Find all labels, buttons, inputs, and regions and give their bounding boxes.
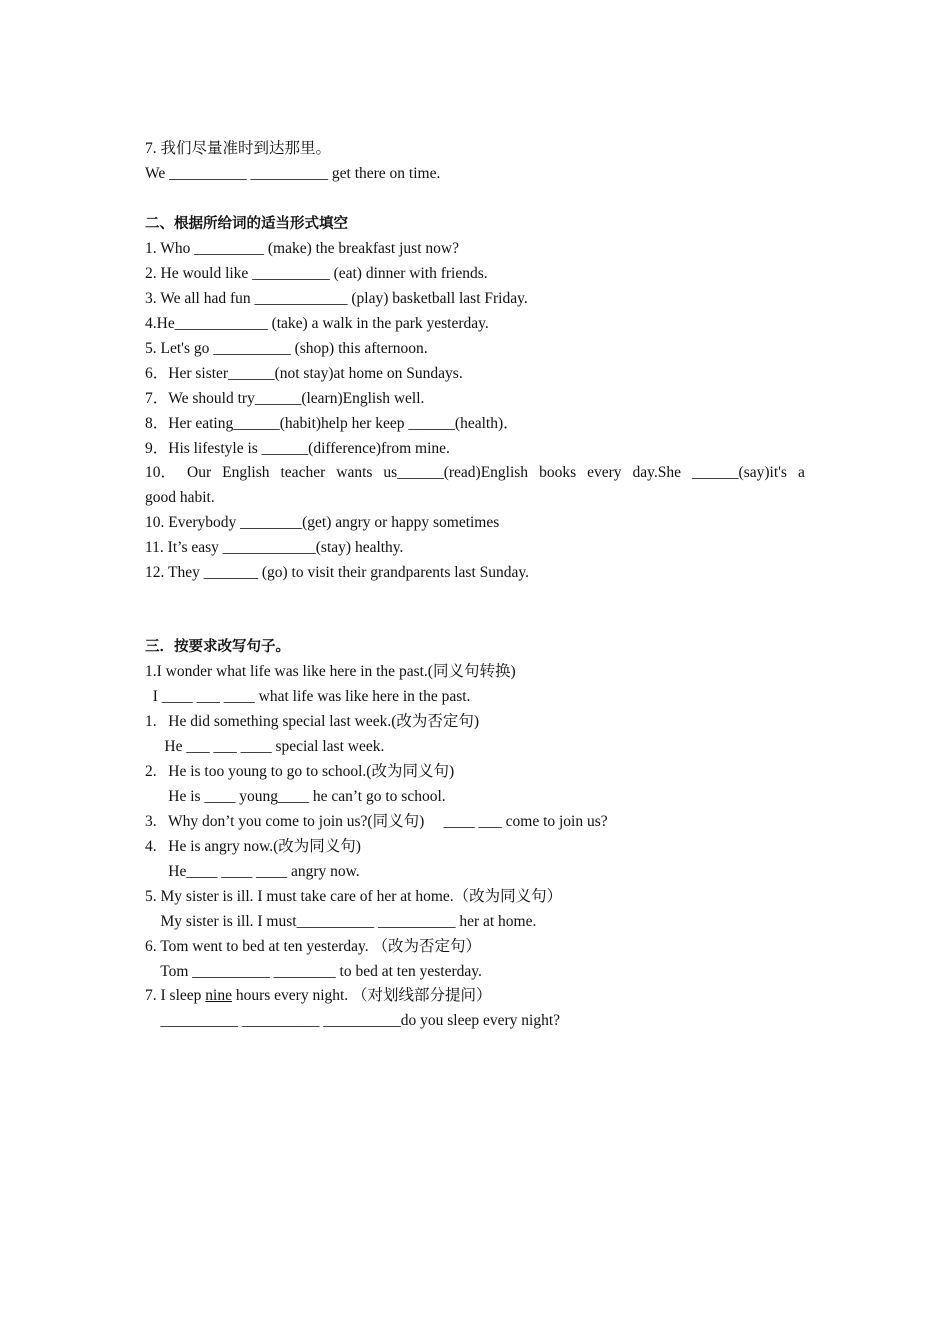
section-3-question-7 — [145, 986, 492, 1006]
section-3-question-7-answer: __________ __________ __________do you sleep every night? — [145, 1012, 561, 1029]
exercise-item: 5. Let's go __________ (shop) this afternoon. — [145, 340, 428, 357]
rewrite-line: 1.I wonder what life was like here in the past.(同义句转换) — [145, 663, 516, 680]
section-3-heading: 三．按要求改写句子。 — [145, 639, 290, 655]
rewrite-line: He is ____ young____ he can’t go to school. — [145, 788, 446, 805]
rewrite-line: 5. My sister is ill. I must take care of her at home.（改为同义句） — [145, 888, 563, 905]
rewrite-line: I ____ ___ ____ what life was like here in the past. — [145, 688, 471, 705]
exercise-item: 4.He____________ (take) a walk in the park yesterday. — [145, 315, 489, 332]
rewrite-line: 3. Why don’t you come to join us?(同义句) ____ ___ come to join us? — [145, 813, 608, 830]
question-7-answer-line: We __________ __________ get there on time. — [145, 165, 441, 182]
item-10-word: us______(read)English — [383, 464, 529, 481]
exercise-item: 10. Everybody ________(get) angry or happy sometimes — [145, 514, 500, 531]
rewrite-line: 2. He is too young to go to school.(改为同义句) — [145, 763, 455, 780]
exercise-item: 3. We all had fun ____________ (play) basketball last Friday. — [145, 290, 528, 307]
rewrite-line: My sister is ill. I must__________ __________ her at home. — [145, 913, 537, 930]
rewrite-line: 6. Tom went to bed at ten yesterday. （改为否定句） — [145, 938, 481, 955]
item-10-word: teacher — [280, 464, 326, 481]
exercise-item: 1. Who _________ (make) the breakfast just now? — [145, 240, 459, 257]
rewrite-line: 1. He did something special last week.(改为否定句) — [145, 713, 480, 730]
rewrite-line: 4. He is angry now.(改为同义句) — [145, 838, 361, 855]
exercise-item: 12. They _______ (go) to visit their grandparents last Sunday. — [145, 564, 529, 581]
exercise-item: 8．Her eating______(habit)help her keep ______(health)． — [145, 415, 519, 432]
exercise-item: 6．Her sister______(not stay)at home on Sundays. — [145, 365, 463, 382]
rewrite-line: Tom __________ ________ to bed at ten yesterday. — [145, 963, 482, 980]
item-10-word: wants — [336, 464, 373, 481]
item-10-word: English — [222, 464, 270, 481]
exercise-item: 2. He would like __________ (eat) dinner with friends. — [145, 265, 488, 282]
question-7-text-after: hours every night. （对划线部分提问） — [231, 987, 492, 1004]
exercise-item: 11. It’s easy ____________(stay) healthy. — [145, 539, 404, 556]
rewrite-line: He ___ ___ ____ special last week. — [145, 738, 385, 755]
question-7-prompt: 7. 我们尽量准时到达那里。 — [145, 140, 332, 157]
section-2-item-10-continuation: good habit. — [145, 489, 215, 506]
item-10-word: books — [539, 464, 577, 481]
question-7-text-before: 7. I sleep — [145, 987, 206, 1004]
exercise-item: 7．We should try______(learn)English well. — [145, 390, 425, 407]
item-10-word: every — [587, 464, 622, 481]
item-10-word: ______(say)it's — [692, 464, 787, 481]
item-10-word: 10． — [145, 464, 177, 481]
underlined-word: nine — [205, 987, 232, 1004]
section-2-heading: 二、根据所给词的适当形式填空 — [145, 216, 348, 232]
section-2-item-10-line — [145, 463, 805, 483]
item-10-word: a — [797, 464, 805, 481]
item-10-word: Our — [187, 464, 212, 481]
item-10-word: day.She — [632, 464, 682, 481]
exercise-item: 9．His lifestyle is ______(difference)from mine. — [145, 440, 450, 457]
rewrite-line: He____ ____ ____ angry now. — [145, 863, 360, 880]
